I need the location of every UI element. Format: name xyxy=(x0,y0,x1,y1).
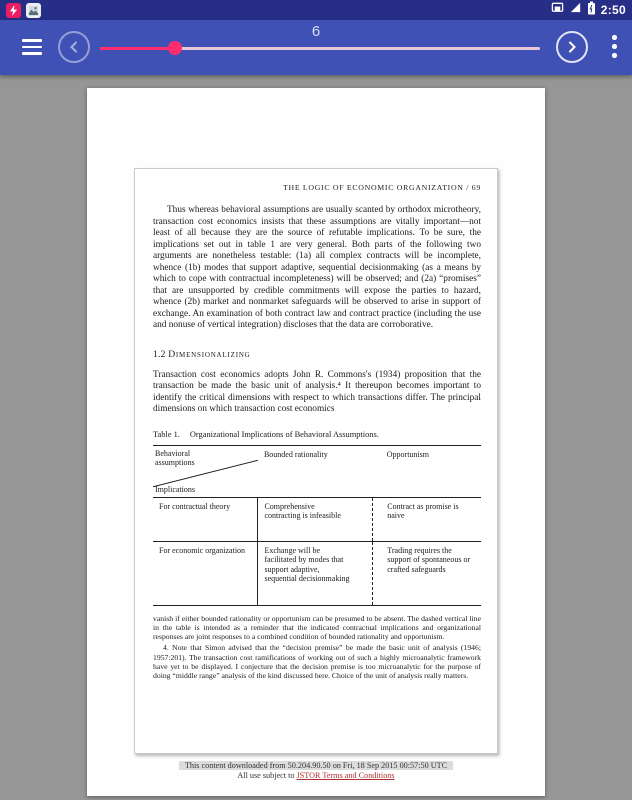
footnote-4: 4. Note that Simon advised that the “decision premise” be made the basic unit of analysis (1946; 1957:201). The transaction cost ramifications of working out of such a highly microanalytic framework have yet to be displayed. I conjecture that the decision premise is too microanalytic for the purpose of doing “middle range” analysis of the kind discussed here. Choice of the unit of analysis really matters. xyxy=(153,643,481,681)
app-toolbar xyxy=(0,20,632,75)
document-viewport[interactable] xyxy=(0,75,632,800)
scanned-book-page xyxy=(134,168,498,754)
slider-fill xyxy=(100,47,175,50)
table-cell: Exchange will be facilitated by modes that support adaptive, sequential decisionmaking xyxy=(258,541,373,605)
column-header: Bounded rationality xyxy=(258,445,373,497)
row-label: For economic organization xyxy=(159,545,246,555)
corner-label-bottom: Implications xyxy=(155,484,195,494)
running-header: THE LOGIC OF ECONOMIC ORGANIZATION / 69 xyxy=(283,183,481,192)
table-caption xyxy=(153,430,481,439)
gallery-app-icon xyxy=(26,3,41,18)
table-cell: Comprehensive contracting is infeasible xyxy=(258,497,373,541)
chevron-left-icon xyxy=(68,41,80,53)
next-page-button[interactable] xyxy=(556,31,588,63)
column-header: Opportunism xyxy=(373,445,481,497)
body-paragraph-1: Thus whereas behavioral assumptions are usually scanted by orthodox microtheory, transaction cost economics insists that these assumptions are vitally important—not least of all because they are the source of refutable implications. To be sure, the implications set out in table 1 are very general. Both parts of the following two arguments are nonetheless testable: (1a) all complex contracts will be incomplete, whence (1b) modes that support adaptive, sequential decisionmaking (as a means by which to cope with contractual incompleteness) will be observed; and (2a) “promises” that are unsupported by credible commitments will expose the parties to hazard, whence (2b) market and nonmarket safeguards will be observed to arise in support of exchange. An examination of both contract law and contract practice (including the use and nonuse of vertical integration) discloses that the data are corroborative. xyxy=(153,205,481,330)
status-clock: 2:50 xyxy=(600,3,626,17)
table-corner-cell xyxy=(153,445,258,497)
page-seek-slider[interactable] xyxy=(100,40,540,56)
slider-thumb[interactable] xyxy=(168,41,182,55)
behavioral-assumptions-table xyxy=(153,445,481,606)
status-notification-icons xyxy=(6,3,41,18)
table-cell: Contract as promise is naive xyxy=(373,497,481,541)
section-heading xyxy=(153,349,481,360)
battery-icon xyxy=(587,1,596,20)
section-title: Dimensionalizing xyxy=(168,348,251,360)
previous-page-button[interactable] xyxy=(58,31,90,63)
table-caption-number: Table 1. xyxy=(153,429,180,439)
cast-icon xyxy=(569,1,582,19)
jstor-footer xyxy=(87,761,545,780)
page-number-indicator: 6 xyxy=(311,23,321,40)
download-stamp: This content downloaded from 50.204.90.50 on Fri, 18 Sep 2015 00:57:50 UTC xyxy=(179,761,453,770)
flash-app-icon xyxy=(6,3,21,18)
chevron-right-icon xyxy=(566,41,578,53)
terms-prefix: All use subject to xyxy=(237,771,297,780)
body-paragraph-2: Transaction cost economics adopts John R. Commons's (1934) proposition that the transaction be made the basic unit of analysis.⁴ It thereupon becomes important to identify the critical dimensions with respect to which transactions differ. The principal dimensions on which transaction cost economics xyxy=(153,369,481,414)
corner-label-top: Behavioral assumptions xyxy=(155,448,195,468)
network-icon xyxy=(551,1,564,19)
table-caption-text: Organizational Implications of Behavioral Assumptions. xyxy=(189,429,379,439)
jstor-terms-link[interactable]: JSTOR Terms and Conditions xyxy=(296,771,395,780)
table-note: vanish if either bounded rationality or opportunism can be presumed to be absent. The dashed vertical line in the table is intended as a reminder that the indicated contractual implications and organizational responses are joint responses to a combined condition of bounded rationality and opportunism. xyxy=(153,613,481,642)
status-bar xyxy=(0,0,632,20)
menu-icon[interactable] xyxy=(22,39,42,55)
overflow-menu-icon[interactable] xyxy=(610,33,616,64)
table-cell: Trading requires the support of spontaneous or crafted safeguards xyxy=(373,541,481,605)
pdf-page xyxy=(87,88,545,796)
section-number: 1.2 xyxy=(153,348,166,360)
row-label: For contractual theory xyxy=(153,497,258,541)
